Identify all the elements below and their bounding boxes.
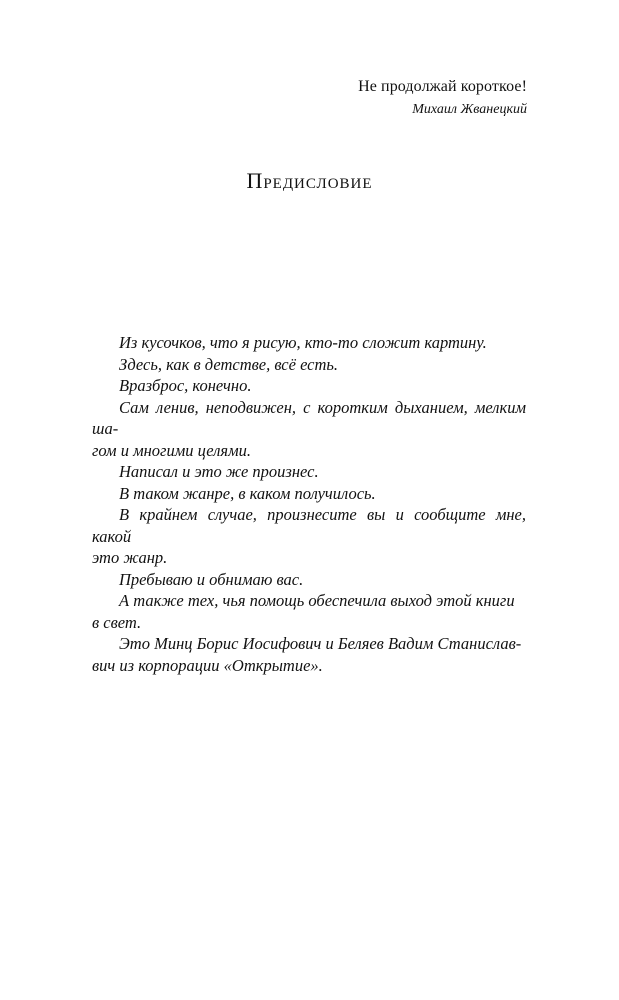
text-line: вич из корпорации «Открытие».	[92, 655, 323, 675]
text-line: В таком жанре, в каком получилось.	[119, 483, 376, 503]
text-line: Здесь, как в детстве, всё есть.	[119, 354, 339, 374]
text-line: это жанр.	[92, 548, 168, 567]
text-line: Сам ленив, неподвижен, с коротким дыханием, мелким ша-	[92, 397, 526, 438]
text-line: Вразброс, конечно.	[119, 376, 252, 395]
text-line: Из кусочков, что я рисую, кто-то сложит картину.	[119, 333, 487, 352]
epigraph-quote: Не продолжай короткое!	[358, 78, 527, 95]
text-line: гом и многими целями.	[92, 440, 251, 460]
page-title: Предисловие	[246, 168, 373, 193]
text-line: в свет.	[92, 612, 142, 632]
text-line: В крайнем случае, произнесите вы и сообщите мне, какой	[92, 505, 526, 546]
text-line: А также тех, чья помощь обеспечила выход этой книги	[119, 591, 515, 610]
text-line: Пребываю и обнимаю вас.	[119, 569, 304, 589]
preface-text	[92, 332, 526, 676]
epigraph-author: Михаил Жванецкий	[412, 102, 527, 117]
text-line: Написал и это же произнес.	[119, 462, 319, 481]
text-line: Это Минц Борис Иосифович и Беляев Вадим Станислав-	[119, 634, 522, 653]
epigraph	[358, 76, 527, 120]
